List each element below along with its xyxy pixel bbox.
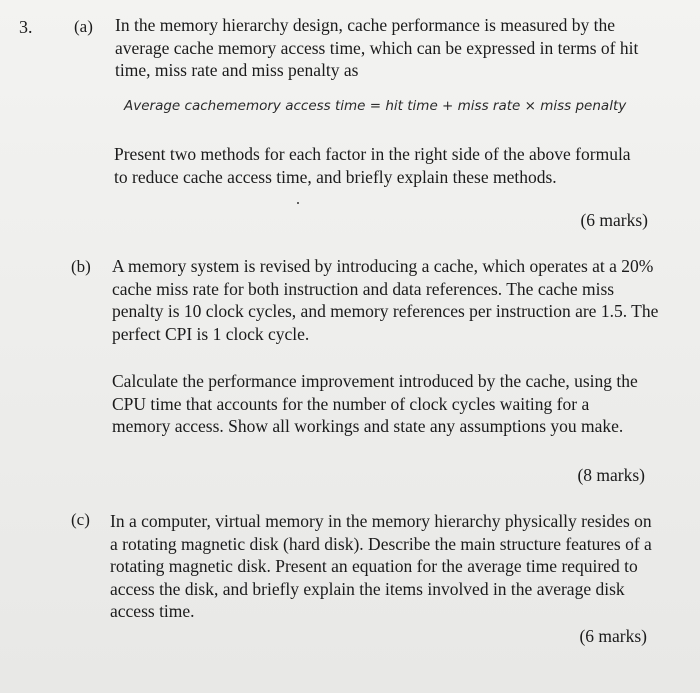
- part-b-marks: (8 marks): [577, 465, 645, 485]
- part-c-label: (c): [71, 510, 90, 529]
- part-b-intro: A memory system is revised by introducing a cache, which operates at a 20% cache miss rate for both instruction and data references. The cache miss penalty is 10 clock cycles, and memory references per instruction are 1.5. The perfect CPI is 1 clock cycle.: [112, 256, 659, 344]
- stray-dot: [297, 202, 299, 204]
- part-a-label: (a): [74, 17, 93, 36]
- part-c-intro: In a computer, virtual memory in the memory hierarchy physically resides on a rotating magnetic disk (hard disk). Describe the main structure features of a rotating magnetic disk. Present an equation for the average time required to access the disk, and briefly explain the items involved in the average disk access time.: [110, 511, 652, 621]
- part-a-intro: In the memory hierarchy design, cache performance is measured by the average cache memory access time, which can be expressed in terms of hit time, miss rate and miss penalty as: [115, 15, 639, 80]
- part-a-marks: (6 marks): [580, 210, 648, 230]
- part-c-marks: (6 marks): [579, 626, 647, 646]
- part-a-task: Present two methods for each factor in the right side of the above formula to reduce cache access time, and briefly explain these methods.: [114, 144, 631, 187]
- question-number: 3.: [19, 17, 33, 37]
- part-b-task: Calculate the performance improvement introduced by the cache, using the CPU time that accounts for the number of clock cycles waiting for a memory access. Show all workings and state any assumptions you make.: [112, 371, 638, 436]
- cache-access-time-formula: Average cachememory access time = hit time + miss rate × miss penalty: [124, 98, 627, 114]
- part-b-label: (b): [71, 257, 91, 276]
